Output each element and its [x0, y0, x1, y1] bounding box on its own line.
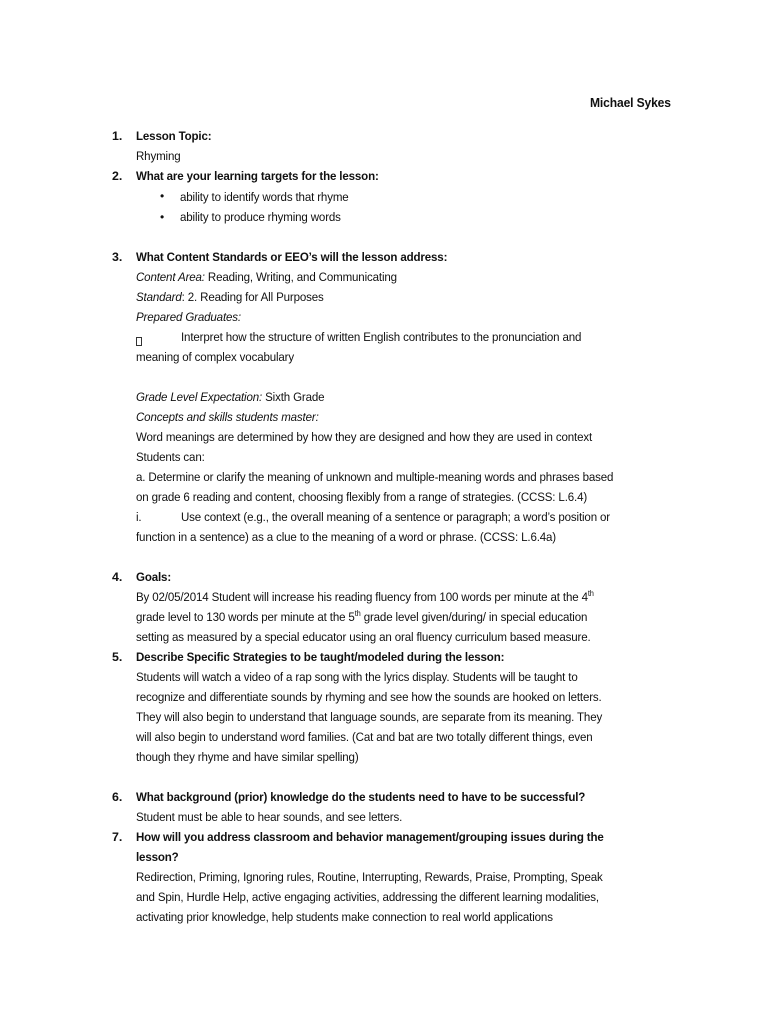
item-number-3: 3. — [112, 250, 123, 264]
standard-i-text: function in a sentence) as a clue to the meaning of a word or phrase. (CCSS: L.6.4a) — [136, 530, 557, 544]
goal-text: grade level to 130 words per minute at the 5th grade level given/during/ in special education — [136, 609, 588, 624]
item-heading-1: Lesson Topic: — [136, 129, 212, 143]
grade-level-label: Grade Level Expectation: — [136, 390, 263, 404]
item-number-2: 2. — [112, 169, 123, 183]
strategy-text: though they rhyme and have similar spelling) — [136, 750, 359, 764]
learning-target: ability to identify words that rhyme — [180, 190, 349, 204]
item-number-4: 4. — [112, 570, 123, 584]
item-heading-4: Goals: — [136, 570, 172, 584]
item-number-5: 5. — [112, 650, 123, 664]
item-heading-2: What are your learning targets for the lesson: — [136, 169, 379, 183]
concepts-text: Word meanings are determined by how they are designed and how they are used in context — [136, 430, 593, 444]
content-area-label: Content Area: — [136, 270, 205, 284]
management-text: and Spin, Hurdle Help, active engaging activities, addressing the different learning modalities, — [136, 890, 599, 904]
learning-target: ability to produce rhyming words — [180, 210, 341, 224]
lesson-topic-value: Rhyming — [136, 149, 181, 163]
grade-level-line — [136, 388, 324, 406]
content-area-value: Reading, Writing, and Communicating — [204, 270, 397, 284]
strategy-text: recognize and differentiate sounds by rhyming and see how the sounds are hooked on letters. — [136, 690, 602, 704]
students-can-label: Students can: — [136, 450, 205, 464]
strategy-text: Students will watch a video of a rap song with the lyrics display. Students will be taught to — [136, 670, 578, 684]
item-heading-7: How will you address classroom and behavior management/grouping issues during the — [136, 830, 604, 844]
strategy-text: They will also begin to understand that language sounds, are separate from its meaning. They — [136, 710, 603, 724]
standard-a-text: on grade 6 reading and content, choosing flexibly from a range of strategies. (CCSS: L.6.4) — [136, 490, 588, 504]
background-knowledge-text: Student must be able to hear sounds, and see letters. — [136, 810, 403, 824]
goal-text: setting as measured by a special educator using an oral fluency curriculum based measure. — [136, 630, 591, 644]
item-number-6: 6. — [112, 790, 123, 804]
item-heading-5: Describe Specific Strategies to be taught/modeled during the lesson: — [136, 650, 505, 664]
standard-i-text: Use context (e.g., the overall meaning of a sentence or paragraph; a word’s position or — [181, 510, 610, 524]
prepared-graduates-text: Interpret how the structure of written English contributes to the pronunciation and — [181, 330, 582, 344]
author-name: Michael Sykes — [590, 95, 671, 110]
item-number-7: 7. — [112, 830, 123, 844]
content-area-line — [136, 268, 397, 286]
management-text: activating prior knowledge, help students make connection to real world applications — [136, 910, 553, 924]
concepts-label: Concepts and skills students master: — [136, 410, 319, 424]
item-heading-3: What Content Standards or EEO’s will the lesson address: — [136, 250, 448, 264]
strategy-text: will also begin to understand word families. (Cat and bat are two totally different things, even — [136, 730, 593, 744]
item-number-1: 1. — [112, 129, 123, 143]
item-heading-7: lesson? — [136, 850, 179, 864]
goal-text: By 02/05/2014 Student will increase his reading fluency from 100 words per minute at the 4th — [136, 589, 594, 604]
item-heading-6: What background (prior) knowledge do the students need to have to be successful? — [136, 790, 586, 804]
standard-a-text: a. Determine or clarify the meaning of unknown and multiple-meaning words and phrases based — [136, 470, 614, 484]
bullet-icon: • — [160, 210, 165, 224]
prepared-graduates-text: meaning of complex vocabulary — [136, 350, 295, 364]
standard-label: Standard — [136, 290, 182, 304]
prepared-graduates-label: Prepared Graduates: — [136, 310, 241, 324]
bullet-icon: • — [160, 189, 165, 203]
standard-value: : 2. Reading for All Purposes — [181, 290, 324, 304]
standard-i-label: i. — [136, 510, 142, 524]
management-text: Redirection, Priming, Ignoring rules, Routine, Interrupting, Rewards, Praise, Prompting, Speak — [136, 870, 603, 884]
standard-line — [136, 288, 324, 306]
grade-level-value: Sixth Grade — [262, 390, 325, 404]
